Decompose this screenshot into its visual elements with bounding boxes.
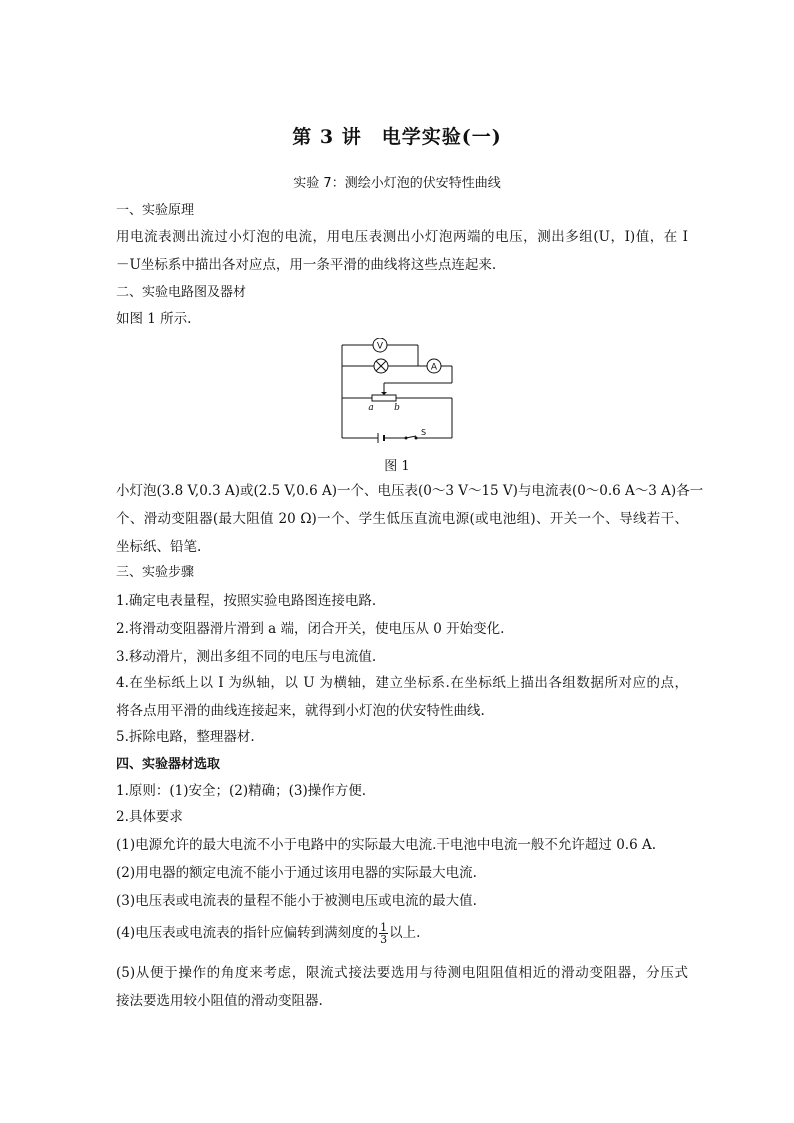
section-heading-steps: 三、实验步骤 (116, 565, 195, 580)
requirement-item (116, 922, 688, 945)
requirement-text: 以上. (389, 925, 421, 941)
rheostat-end-a: a (368, 403, 374, 413)
section-heading-principle: 一、实验原理 (116, 203, 195, 218)
step-item: 4.在坐标纸上以 I 为纵轴，以 U 为横轴，建立坐标系.在坐标纸上描出各组数据所对应的点， (116, 675, 688, 691)
step-item: 5.拆除电路，整理器材. (116, 729, 255, 745)
section-heading-circuit: 二、实验电路图及器材 (116, 285, 247, 300)
step-item: 将各点用平滑的曲线连接起来，就得到小灯泡的伏安特性曲线. (116, 703, 485, 719)
voltmeter-label: V (376, 341, 384, 352)
fraction (379, 922, 388, 945)
paragraph-line: 2.具体要求 (116, 809, 183, 825)
paragraph-line: 用电流表测出流过小灯泡的电流，用电压表测出小灯泡两端的电压，测出多组(U，I)值，在 I (116, 229, 688, 245)
rheostat-symbol (372, 395, 396, 401)
paragraph-line: 1.原则：(1)安全；(2)精确；(3)操作方便. (116, 783, 367, 799)
requirement-item: (3)电压表或电流表的量程不能小于被测电压或电流的最大值. (116, 893, 477, 909)
requirement-item: (2)用电器的额定电流不能小于通过该用电器的实际最大电流. (116, 865, 477, 881)
page-title: 第 3 讲 电学实验(一) (292, 126, 502, 148)
ammeter-label: A (430, 362, 438, 373)
requirement-item: 接法要选用较小阻值的滑动变阻器. (116, 993, 323, 1009)
step-item: 1.确定电表量程，按照实验电路图连接电路. (116, 593, 377, 609)
paragraph-line: 坐标纸、铅笔. (116, 539, 202, 555)
fraction-numerator: 1 (380, 921, 388, 934)
experiment-subtitle: 实验 7：测绘小灯泡的伏安特性曲线 (293, 176, 501, 191)
figure-caption: 图 1 (384, 459, 410, 474)
switch-label: S (421, 428, 427, 437)
step-item: 2.将滑动变阻器滑片滑到 a 端，闭合开关，使电压从 0 开始变化. (116, 621, 505, 637)
step-item: 3.移动滑片，测出多组不同的电压与电流值. (116, 649, 377, 665)
requirement-item: (5)从便于操作的角度来考虑，限流式接法要选用与待测电阻阻值相近的滑动变阻器，分压式 (116, 965, 688, 981)
rheostat-end-b: b (394, 403, 400, 413)
switch-symbol (405, 437, 408, 440)
paragraph-line: －U坐标系中描出各对应点，用一条平滑的曲线将这些点连起来. (116, 257, 497, 273)
section-heading-selection: 四、实验器材选取 (116, 757, 221, 772)
requirement-item: (1)电源允许的最大电流不小于电路中的实际最大电流.干电池中电流一般不允许超过 0.6 A. (116, 837, 657, 853)
requirement-text: (4)电压表或电流表的指针应偏转到满刻度的 (116, 925, 379, 941)
paragraph-line: 个、滑动变阻器(最大阻值 20 Ω)一个、学生低压直流电源(或电池组)、开关一个、导线若干、 (116, 511, 688, 527)
paragraph-line: 小灯泡(3.8 V,0.3 A)或(2.5 V,0.6 A)一个、电压表(0～3 V～15 V)与电流表(0～0.6 A～3 A)各一 (116, 483, 704, 499)
fraction-denominator: 3 (380, 933, 388, 946)
circuit-diagram (336, 338, 456, 444)
paragraph-line: 如图 1 所示. (116, 311, 192, 327)
